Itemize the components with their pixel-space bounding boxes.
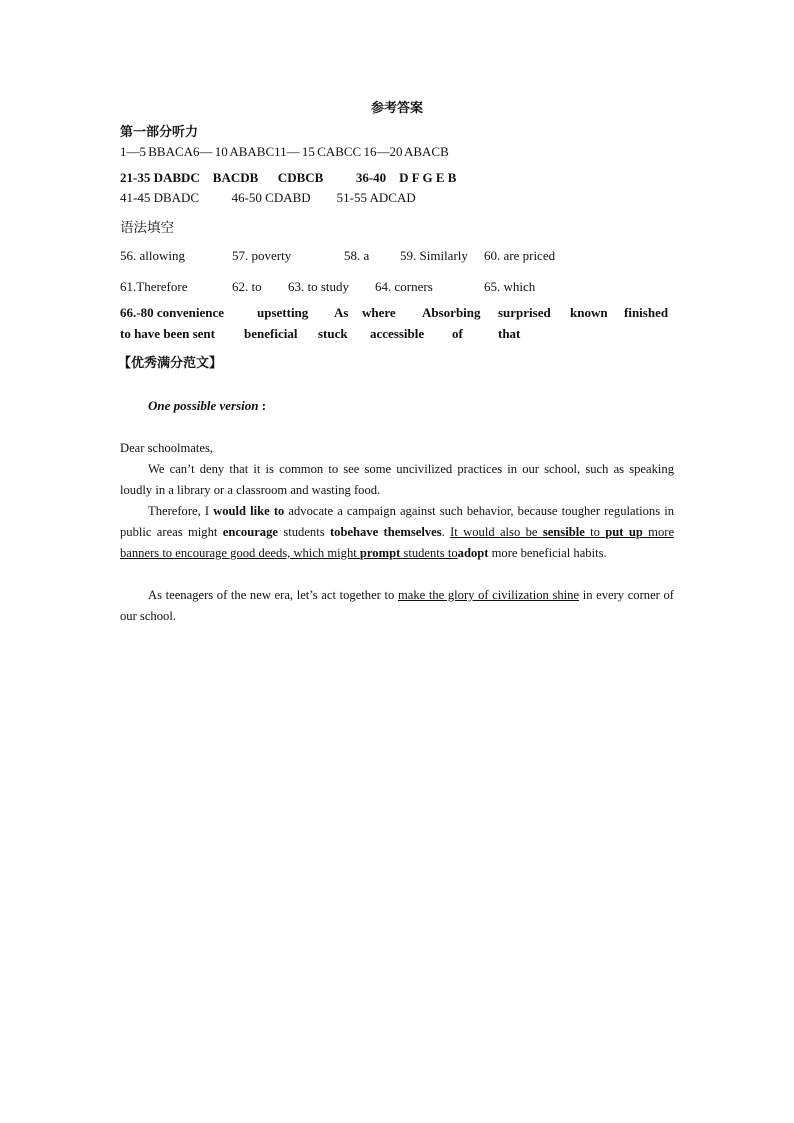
grammar-answer: surprised [498, 305, 551, 320]
essay-text: It would also be [450, 525, 538, 539]
essay-text: advocate a campaign against such behavior, because tougher regulations in public areas might [120, 504, 674, 539]
answer-line-2: 21-35 DABDC BACDB CDBCB 36-40 D F G E B [120, 170, 457, 185]
version-colon: : [261, 398, 267, 413]
grammar-answer: 56. allowing [120, 248, 185, 263]
page-title: 参考答案 [370, 101, 423, 116]
essay-text: . [441, 525, 451, 539]
essay-bold-phrase: encourage [222, 525, 278, 539]
grammar-answer: finished [624, 305, 669, 320]
grammar-answer: As [334, 305, 349, 320]
grammar-answer: that [498, 326, 521, 341]
grammar-answer: 62. to [232, 279, 262, 294]
grammar-answer: beneficial [244, 326, 298, 341]
essay-bold-phrase: would like to [213, 504, 285, 518]
essay-bold-phrase: sensible [542, 525, 585, 539]
grammar-answer: known [570, 305, 608, 320]
version-label-text: One possible version [148, 398, 259, 413]
section-heading-model-essay: 【优秀满分范文】 [118, 356, 223, 371]
grammar-answer: 65. which [484, 279, 536, 294]
grammar-answer: where [362, 305, 396, 320]
grammar-answer: stuck [318, 326, 348, 341]
essay-bold-phrase: prompt [359, 546, 401, 560]
essay-text: Therefore, I [148, 504, 214, 518]
version-label [148, 398, 266, 414]
essay-text: students [278, 525, 330, 539]
essay-text: As teenagers of the new era, let’s act together to [148, 588, 398, 602]
grammar-answer: to have been sent [120, 326, 215, 341]
grammar-answer: 59. Similarly [400, 248, 468, 263]
answer-line-1: 1—5 BBACA6— 10 ABABC11— 15 CABCC 16—20 ABACB [120, 144, 449, 159]
essay-text: to [584, 525, 606, 539]
grammar-answer: upsetting [257, 305, 309, 320]
grammar-answer: 57. poverty [232, 248, 292, 263]
grammar-answer: Absorbing [422, 305, 481, 320]
section-heading-grammar: 语法填空 [120, 220, 174, 236]
grammar-answer: 66.-80 convenience [120, 305, 224, 320]
grammar-answer: of [452, 326, 463, 341]
grammar-answer: 60. are priced [484, 248, 556, 263]
essay-paragraph-1: We can’t deny that it is common to see some uncivilized practices in our school, such as speaking loudly in a library or a classroom and wasting food. [120, 462, 674, 497]
essay-greeting: Dear schoolmates, [120, 441, 214, 455]
grammar-answer: accessible [370, 326, 425, 341]
essay-text: students to [400, 546, 458, 560]
essay-paragraph-3 [120, 585, 674, 627]
essay-paragraph-2 [120, 501, 674, 564]
grammar-answer: 58. a [344, 248, 370, 263]
grammar-answer: 61.Therefore [120, 279, 188, 294]
grammar-answer: 63. to study [288, 279, 350, 294]
essay-bold-phrase: tobehave themselves [329, 525, 442, 539]
essay-bold-phrase: adopt [457, 546, 489, 560]
essay-text: more beneficial habits. [488, 546, 607, 560]
essay-text: in every corner of our school. [120, 588, 674, 623]
essay-text: more banners to encourage good deeds, which might [120, 525, 675, 560]
section-heading-listening: 第一部分听力 [120, 125, 199, 140]
essay-bold-phrase: put up [605, 525, 643, 539]
grammar-answer: 64. corners [375, 279, 433, 294]
essay-underlined-phrase: make the glory of civilization shine [397, 588, 580, 602]
answer-line-3: 41-45 DBADC 46-50 CDABD 51-55 ADCAD [120, 190, 416, 205]
